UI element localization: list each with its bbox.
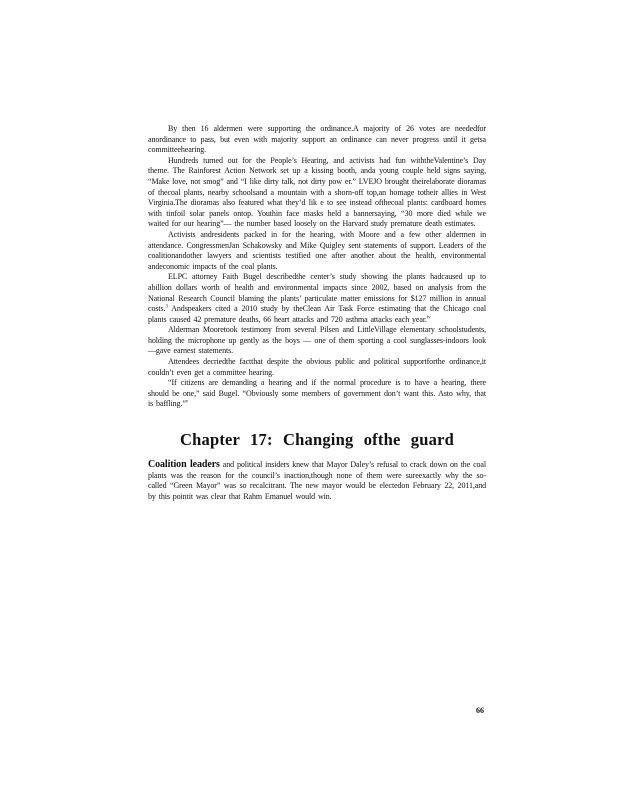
footnote-mark: iv	[426, 315, 431, 321]
chapter-paragraph	[148, 460, 486, 502]
paragraph-peoples-hearing: Hundreds turned out for the People’s Hearing, and activists had fun withtheValentine’s Day theme. The Rainforest Action Network set up a kissing booth, anda young couple held signs saying, “Make love, not smog” and “I like dirty talk, not dirty pow er.” LVEJO brought theirelaborate dioramas of thecoal plants, nearby schoolsand a mountain with a shorn-off top,an homage totheir allies in West Virginia.The dioramas also featured what they’d lik e to see instead ofthecoal plants: cardboard homes with tinfoil solar panels ontop. Youthin face masks held a bannersaying, “30 more died while we waited for our hearing”— the number based loosely on the Harvard study premature death estimates.	[148, 155, 486, 229]
paragraph-ordinance: By then 16 aldermen were supporting the ordinance.A majority of 26 votes are neededfor anordinance to pass, but even with majority support an ordinance can never progress until it getsa committeehearing.	[148, 124, 486, 155]
page-body	[148, 124, 486, 502]
paragraph-attendees: Attendees decriedthe factthat despite the obvious public and political supportforthe ordinance,it couldn’t even get a committee hearing.	[148, 357, 486, 377]
footnote-mark: 3	[165, 304, 168, 310]
paragraph-elpc	[148, 272, 486, 325]
chapter-paragraph-text: and political insiders knew that Mayor Daley’s refusal to crack down on the coal plants was the reason for the council’s inaction,though none of them were sureexactly why the so- called “Green Mayor” was so recalcitrant. The new mayor would be electedon February 22, 2011,and by this pointit was clear that Rahm Emanuel would win.	[148, 460, 486, 501]
page-number: 66	[476, 706, 484, 715]
chapter-runin: Coalition leaders	[148, 459, 220, 471]
paragraph-moore: Alderman Mooretook testimony from several Pilsen and LittleVillage elementary schoolstudents, holding the microphone up gently as the boys — one of them sporting a cool sunglasses-indoors look —gave earnest statements.	[148, 325, 486, 356]
footnote-mark: v	[185, 399, 189, 405]
paragraph-quote	[148, 378, 486, 410]
chapter-title: Chapter 17: Changing ofthe guard	[180, 430, 454, 450]
paragraph-elpc-text: ELPC attorney Faith Bugel describedthe center’s study showing the plants hadcaused up to abillion dollars worth of health and environmental impacts since 2002, based on analysis from the National Research Council blaming the plants’ particulate matter emissions for $127 million in annual costs.	[148, 272, 486, 314]
paragraph-quote-text: “If citizens are demanding a hearing and if the normal procedure is to have a hearing, there should be one,” said Bugel. “Obviously some members of government don’t want this. Asto why, that is baffling.”	[148, 378, 486, 409]
paragraph-speakers-text: Andspeakers cited a 2010 study by theClean Air Task Force estimating that the Chicago coal plants caused 42 premature deaths, 66 heart attacks and 720 asthma attacks each year.	[148, 304, 486, 324]
paragraph-activists: Activists andresidents packed in for the hearing, with Moore and a few other aldermen in attendance. CongressmenJan Schakowsky and Mike Quigley sent statements of support. Leaders of the coalitionandother lawyers and scientists testified one after another about the health, environmental andeconomic impacts of the coal plants.	[148, 229, 486, 271]
